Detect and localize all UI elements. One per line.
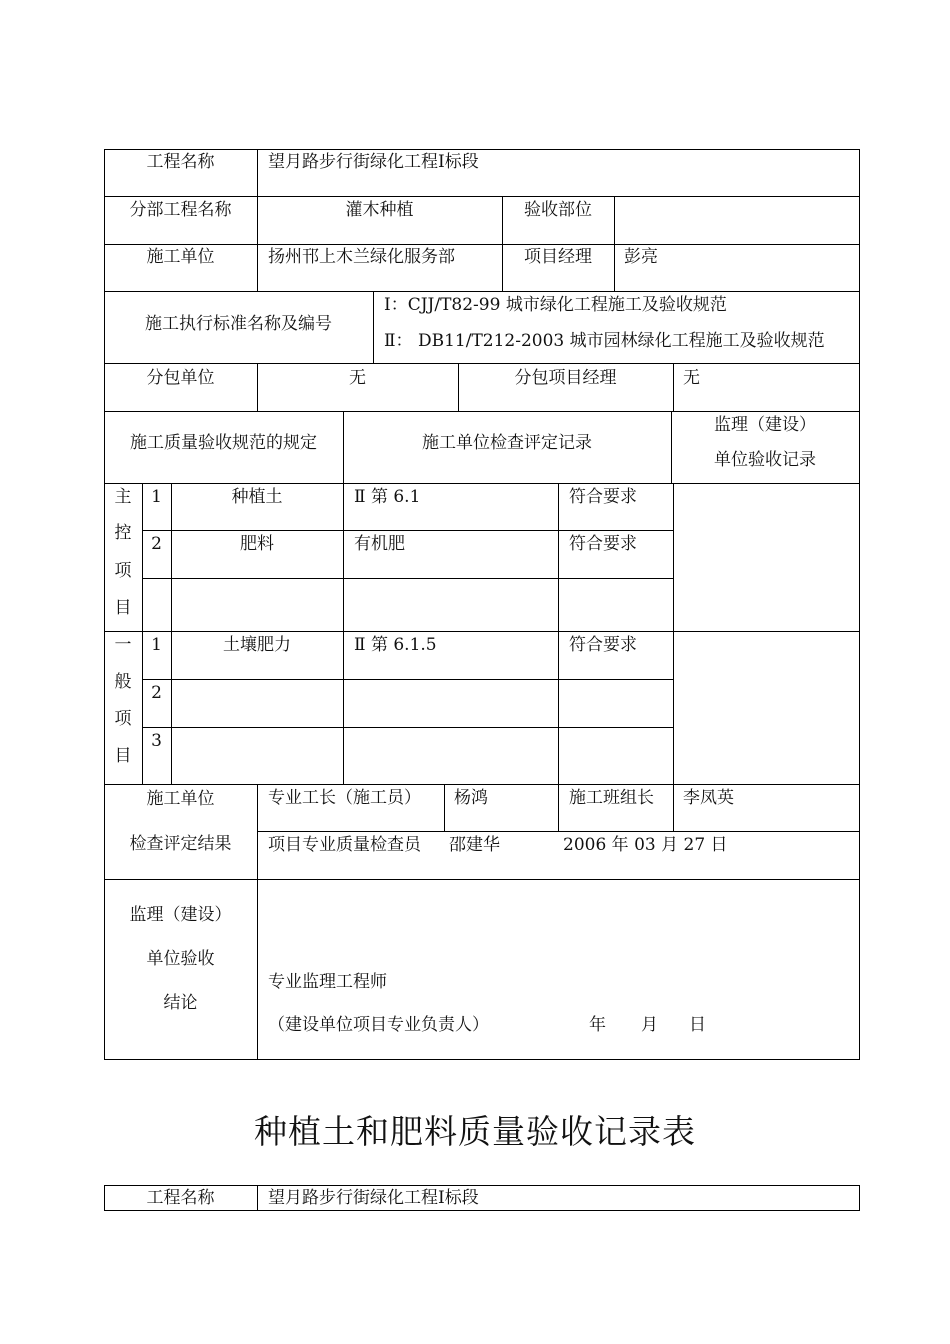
table-line <box>558 784 559 831</box>
table-line <box>104 1210 860 1211</box>
table-line <box>257 1185 258 1211</box>
table-line <box>104 196 860 197</box>
construction-unit-label: 施工单位 <box>146 247 215 267</box>
main-items-label-char: 目 <box>114 598 132 618</box>
table-line <box>104 244 860 245</box>
item-result: 符合要求 <box>569 635 637 655</box>
item-no: 1 <box>151 635 162 655</box>
item-no: 3 <box>151 731 162 751</box>
table-line <box>343 483 344 784</box>
table-line <box>859 149 860 1060</box>
table-line <box>171 483 172 784</box>
table-line <box>104 291 860 292</box>
month-label: 月 <box>641 1015 658 1035</box>
general-items-label-char: 一 <box>114 635 132 655</box>
table-line <box>142 727 673 728</box>
item-name: 土壤肥力 <box>223 635 291 655</box>
sub-manager-label: 分包项目经理 <box>514 368 617 388</box>
main-items-label-char: 主 <box>114 487 132 507</box>
project-name-label: 工程名称 <box>146 152 215 172</box>
engineer-label: 专业监理工程师 <box>268 972 387 992</box>
table-line <box>104 1185 860 1186</box>
sub-manager-value: 无 <box>683 368 700 388</box>
foreman-value: 杨鸿 <box>454 788 488 808</box>
table-line <box>444 784 445 831</box>
foreman-label: 专业工长（施工员） <box>268 788 421 808</box>
table-line <box>673 483 674 784</box>
header-supervision-1: 监理（建设） <box>714 415 816 435</box>
day-label: 日 <box>689 1015 706 1035</box>
table-line <box>558 483 559 784</box>
conclusion-label-3: 结论 <box>163 993 198 1013</box>
inspector-label: 项目专业质量检查员 <box>268 835 421 855</box>
general-items-label-char: 目 <box>114 746 132 766</box>
subcontractor-label: 分包单位 <box>146 368 215 388</box>
construction-unit-value: 扬州邗上木兰绿化服务部 <box>268 247 455 267</box>
table-line <box>673 784 674 831</box>
item-ref: Ⅱ 第 6.1 <box>354 487 421 507</box>
item-ref: 有机肥 <box>354 534 405 554</box>
standard-2: Ⅱ： DB11/T212-2003 城市园林绿化工程施工及验收规范 <box>384 331 825 351</box>
table-line <box>142 530 673 531</box>
table-line <box>142 679 673 680</box>
table-line <box>859 1185 860 1211</box>
table-line <box>614 196 615 291</box>
table-line <box>104 483 860 484</box>
year-label: 年 <box>589 1015 606 1035</box>
table-line <box>104 879 860 880</box>
inspector-value: 邵建华 <box>449 835 500 855</box>
general-items-label-char: 项 <box>114 709 132 729</box>
standard-1: Ⅰ：CJJ/T82-99 城市绿化工程施工及验收规范 <box>384 295 727 315</box>
header-record: 施工单位检查评定记录 <box>422 433 592 453</box>
conclusion-label-2: 单位验收 <box>146 949 215 969</box>
check-result-label-2: 检查评定结果 <box>129 834 232 854</box>
table-line <box>104 411 860 412</box>
subcontractor-value: 无 <box>349 368 366 388</box>
check-result-label-1: 施工单位 <box>146 789 215 809</box>
main-items-label-char: 项 <box>114 561 132 581</box>
owner-label: （建设单位项目专业负责人） <box>268 1015 489 1035</box>
project-name-value: 望月路步行街绿化工程Ⅰ标段 <box>268 1188 479 1208</box>
general-items-label-char: 般 <box>114 672 132 692</box>
project-manager-label: 项目经理 <box>524 247 592 267</box>
sub-project-label: 分部工程名称 <box>129 200 232 220</box>
page-title: 种植土和肥料质量验收记录表 <box>254 1112 696 1151</box>
project-name-value: 望月路步行街绿化工程Ⅰ标段 <box>268 152 479 172</box>
project-name-label: 工程名称 <box>146 1188 215 1208</box>
table-line <box>104 631 860 632</box>
project-manager-value: 彭亮 <box>624 247 658 267</box>
conclusion-label-1: 监理（建设） <box>129 905 232 925</box>
acceptance-part-label: 验收部位 <box>524 200 592 220</box>
header-spec: 施工质量验收规范的规定 <box>130 433 317 453</box>
team-leader-label: 施工班组长 <box>569 788 654 808</box>
item-result: 符合要求 <box>569 534 637 554</box>
item-name: 种植土 <box>231 487 283 507</box>
item-no: 1 <box>151 487 162 507</box>
table-line <box>104 1059 860 1060</box>
table-line <box>142 578 673 579</box>
table-line <box>257 784 258 1060</box>
table-line <box>373 291 374 363</box>
table-line <box>673 363 674 411</box>
table-line <box>257 149 258 291</box>
item-name: 肥料 <box>240 534 274 554</box>
table-line <box>104 149 860 150</box>
item-ref: Ⅱ 第 6.1.5 <box>354 635 437 655</box>
item-no: 2 <box>151 683 162 703</box>
sub-project-value: 灌木种植 <box>345 200 414 220</box>
item-result: 符合要求 <box>569 487 637 507</box>
table-line <box>257 831 860 832</box>
item-no: 2 <box>151 534 162 554</box>
header-supervision-2: 单位验收记录 <box>714 450 816 470</box>
standard-label: 施工执行标准名称及编号 <box>145 314 332 334</box>
team-leader-value: 李凤英 <box>683 788 734 808</box>
table-line <box>104 784 860 785</box>
table-line <box>104 363 860 364</box>
main-items-label-char: 控 <box>114 523 132 543</box>
inspect-date: 2006 年 03 月 27 日 <box>563 835 728 855</box>
